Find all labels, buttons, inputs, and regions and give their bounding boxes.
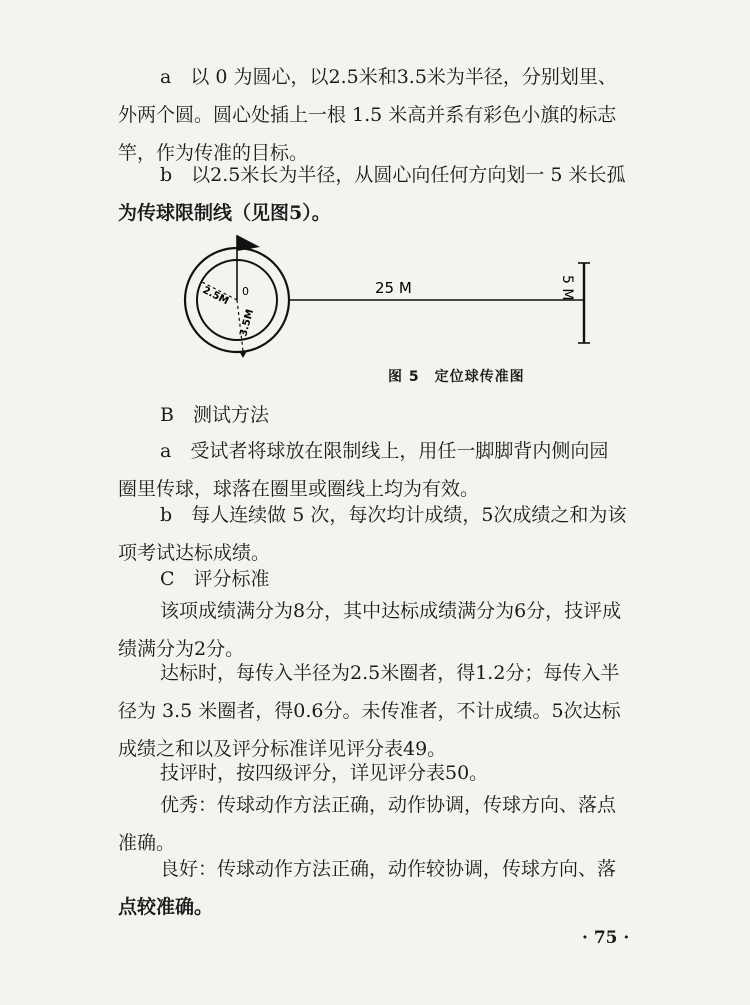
paragraph-standard-scoring xyxy=(118,654,720,768)
text-line: a 以 0 为圆心，以2.5米和3.5米为半径，分别划里、 xyxy=(160,66,617,88)
text-line: 为传球限制线（见图5）。 xyxy=(118,202,331,224)
text-line: 竿，作为传准的目标。 xyxy=(118,142,309,164)
paragraph-b-arc xyxy=(118,156,720,232)
text-line: 优秀：传球动作方法正确，动作协调，传球方向、落点 xyxy=(160,794,617,816)
outer-radius-label: 3.5M xyxy=(238,308,257,338)
text-line: 圈里传球，球落在圈里或圈线上均为有效。 xyxy=(118,478,480,500)
arrow-head-icon xyxy=(239,351,247,358)
text-line: b 以2.5米长为半径，从圆心向任何方向划一 5 米长孤 xyxy=(160,164,626,186)
page-number: · 75 · xyxy=(582,928,630,948)
text-line: b 每人连续做 5 次，每次均计成绩，5次成绩之和为该 xyxy=(160,504,627,526)
text-line: 良好：传球动作方法正确，动作较协调，传球方向、落 xyxy=(160,858,617,880)
distance-label: 25 M xyxy=(375,279,412,297)
text-line: 达标时，每传入半径为2.5米圈者，得1.2分；每传入半 xyxy=(160,662,620,684)
paragraph-a-circles xyxy=(118,58,720,172)
diagram-figure-5 xyxy=(180,225,600,365)
text-line: 绩满分为2分。 xyxy=(118,638,245,660)
paragraph-good xyxy=(118,850,720,926)
text-line: a 受试者将球放在限制线上，用任一脚脚背内侧向园 xyxy=(160,440,609,462)
text-line: 技评时，按四级评分，详见评分表50。 xyxy=(160,762,489,784)
inner-radius-label: 2.5M xyxy=(200,284,231,308)
text-line: 点较准确。 xyxy=(118,896,214,918)
text-line: 径为 3.5 米圈者，得0.6分。未传准者，不计成绩。5次达标 xyxy=(118,700,621,722)
center-label: 0 xyxy=(242,285,249,298)
figure-caption: 图 5 定位球传准图 xyxy=(388,369,525,385)
text-line: 项考试达标成绩。 xyxy=(118,542,271,564)
heading-text: B 测试方法 xyxy=(160,404,269,426)
text-line: 该项成绩满分为8分，其中达标成绩满分为6分，技评成 xyxy=(160,600,622,622)
text-line: 准确。 xyxy=(118,832,176,854)
heading-text: C 评分标准 xyxy=(160,568,270,590)
text-line: 成绩之和以及评分标准详见评分表49。 xyxy=(118,738,447,760)
section-heading-test-method xyxy=(160,396,720,434)
line-length-label: 5 M xyxy=(559,275,575,301)
flag-icon xyxy=(237,235,260,251)
text-line: 外两个圆。圆心处插上一根 1.5 米高并系有彩色小旗的标志 xyxy=(118,104,617,126)
